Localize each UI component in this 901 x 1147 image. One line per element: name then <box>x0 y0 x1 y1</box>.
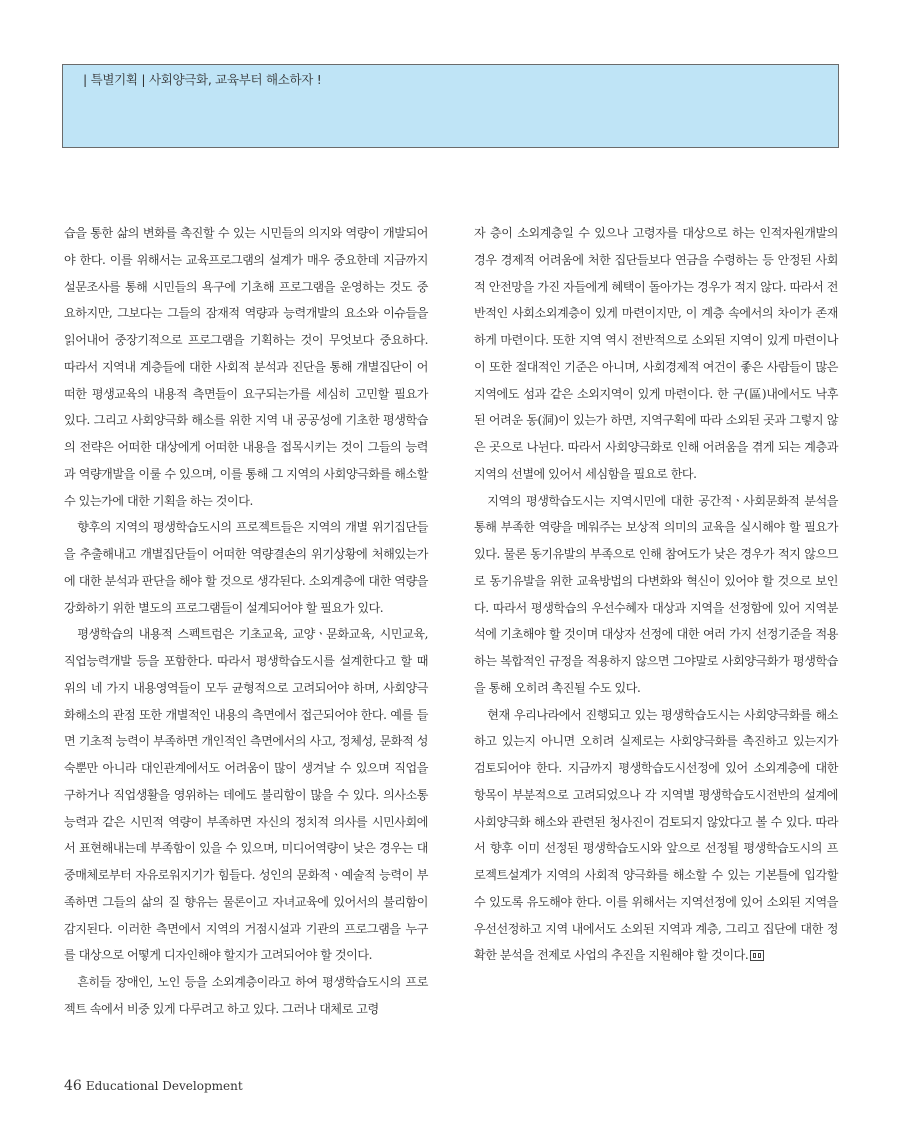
end-of-article-icon <box>750 950 764 961</box>
paragraph: 습을 통한 삶의 변화를 촉진할 수 있는 시민들의 의지와 역량이 개발되어야 한다. 이를 위해서는 교육프로그램의 설계가 매우 중요한데 지금까지 설문조사를 통해 시민들의 욕구에 기초해 프로그램을 운영하는 것도 중요하지만, 그보다는 그들의 잠재적 역량과 능력개발의 요소와 이슈들을 읽어내어 중장기적으로 프로그램을 기획하는 것이 무엇보다 중요하다. 따라서 지역내 계층들에 대한 사회적 분석과 진단을 통해 개별집단이 어떠한 평생교육의 내용적 측면들이 요구되는가를 세심히 고민할 필요가 있다. 그리고 사회양극화 해소를 위한 지역 내 공공성에 기초한 평생학습의 전략은 어떠한 대상에게 어떠한 내용을 접목시키는 것이 그들의 능력과 역량개발을 이룰 수 있으며, 이를 통해 그 지역의 사회양극화를 해소할 수 있는가에 대한 기획을 하는 것이다. <box>64 226 428 508</box>
paragraph: 향후의 지역의 평생학습도시의 프로젝트들은 지역의 개별 위기집단들을 추출해내고 개별집단들이 어떠한 역량결손의 위기상황에 처해있는가에 대한 분석과 판단을 해야 할 것으로 생각된다. 소외계층에 대한 역량을 강화하기 위한 별도의 프로그램들이 설계되어야 할 필요가 있다. <box>64 520 428 615</box>
paragraph: 자 층이 소외계층일 수 있으나 고령자를 대상으로 하는 인적자원개발의 경우 경제적 어려움에 처한 집단들보다 연금을 수령하는 등 안정된 사회적 안전망을 가진 자들에게 혜택이 돌아가는 경우가 적지 않다. 따라서 전반적인 사회소외계층이 있게 마련이지만, 이 계층 속에서의 차이가 존재하게 마련이다. 또한 지역 역시 전반적으로 소외된 지역이 있게 마련이나 이 또한 절대적인 기준은 아니며, 사회경제적 여건이 좋은 사람들이 많은 지역에도 섬과 같은 소외지역이 있게 마련이다. 한 구(區)내에서도 낙후된 어려운 동(洞)이 있는가 하면, 지역구획에 따라 소외된 곳과 그렇지 않은 곳으로 나뉜다. 따라서 사회양극화로 인해 어려움을 겪게 되는 계층과 지역의 선별에 있어서 세심함을 필요로 한다. <box>474 226 838 481</box>
body-column-left <box>64 220 428 1023</box>
paragraph-text: 현재 우리나라에서 진행되고 있는 평생학습도시는 사회양극화를 해소하고 있는지 아니면 오히려 실제로는 사회양극화를 촉진하고 있는지가 검토되어야 한다. 지금까지 평생학습도시선정에 있어 소외계층에 대한 항목이 부분적으로 고려되었으나 각 지역별 평생학습도시전반의 설계에 사회양극화 해소와 관련된 청사진이 검토되지 않았다고 볼 수 있다. 따라서 향후 이미 선정된 평생학습도시와 앞으로 선정될 평생학습도시의 프로젝트설계가 지역의 사회적 양극화를 해소할 수 있는 기본틀에 입각할 수 있도록 유도해야 한다. 이를 위해서는 지역선정에 있어 소외된 지역을 우선선정하고 지역 내에서도 소외된 지역과 계층, 그리고 집단에 대한 정확한 분석을 전제로 사업의 추진을 지원해야 할 것이다. <box>474 707 838 963</box>
section-title: | 특별기획 | 사회양극화, 교육부터 해소하자 ! <box>83 72 322 87</box>
body-column-right <box>474 220 838 969</box>
paragraph: 흔히들 장애인, 노인 등을 소외계층이라고 하여 평생학습도시의 프로젝트 속에서 비중 있게 다루려고 하고 있다. 그러나 대체로 고령 <box>64 975 428 1016</box>
page-number: 46 <box>64 1078 82 1094</box>
page-footer <box>64 1078 243 1094</box>
special-feature-banner <box>62 64 839 148</box>
paragraph: 지역의 평생학습도시는 지역시민에 대한 공간적ㆍ사회문화적 분석을 통해 부족한 역량을 메워주는 보상적 의미의 교육을 실시해야 할 필요가 있다. 물론 동기유발의 부족으로 인해 참여도가 낮은 경우가 적지 않으므로 동기유발을 위한 교육방법의 다변화와 혁신이 있어야 할 것으로 보인다. 따라서 평생학습의 우선수혜자 대상과 지역을 선정함에 있어 지역분석에 기초해야 할 것이며 대상자 선정에 대한 여러 가지 선정기준을 적용하는 복합적인 규정을 적용하지 않으면 그야말로 사회양극화가 평생학습을 통해 오히려 촉진될 수도 있다. <box>474 493 838 695</box>
publication-name: Educational Development <box>85 1079 243 1093</box>
paragraph: 평생학습의 내용적 스펙트럼은 기초교육, 교양ㆍ문화교육, 시민교육, 직업능력개발 등을 포함한다. 따라서 평생학습도시를 설계한다고 할 때 위의 네 가지 내용영역들이 모두 균형적으로 고려되어야 하며, 사회양극화해소의 관점 또한 개별적인 내용의 측면에서 접근되어야 한다. 예를 들면 기초적 능력이 부족하면 개인적인 측면에서의 사고, 정체성, 문화적 성숙뿐만 아니라 대인관계에서도 어려움이 많이 생겨날 수 있으며 직업을 구하거나 직업생활을 영위하는 데에도 불리함이 많을 수 있다. 의사소통 능력과 같은 시민적 역량이 부족하면 자신의 정치적 의사를 시민사회에서 표현해내는데 부족함이 있을 수 있으며, 미디어역량이 낮은 경우는 대중매체로부터 자유로워지기가 힘들다. 성인의 문화적ㆍ예술적 능력이 부족하면 그들의 삶의 질 향유는 물론이고 자녀교육에 있어서의 불리함이 감지된다. 이러한 측면에서 지역의 거점시설과 기관의 프로그램을 누구를 대상으로 어떻게 디자인해야 할지가 고려되어야 할 것이다. <box>64 627 428 963</box>
paragraph-final <box>474 702 838 970</box>
